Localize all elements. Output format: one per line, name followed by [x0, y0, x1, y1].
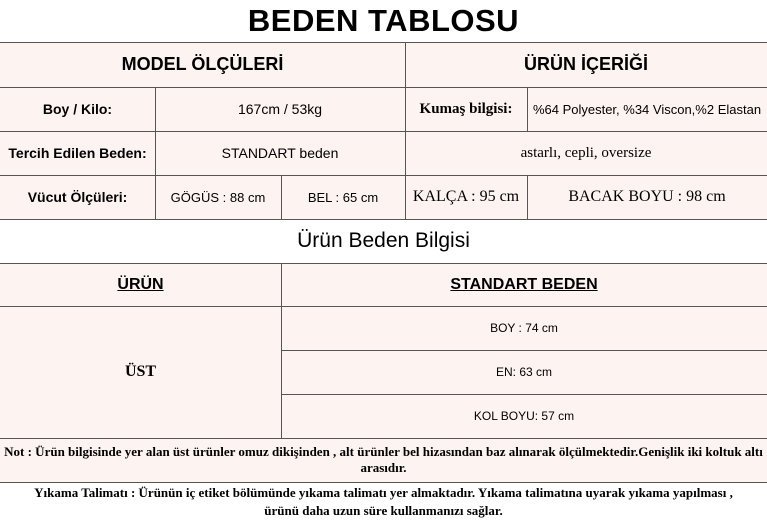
sleeve-length-measurement: KOL BOYU: 57 cm — [281, 394, 767, 438]
product-top-label: ÜST — [0, 306, 281, 438]
divider — [0, 131, 767, 132]
measurement-note: Not : Ürün bilgisinde yer alan üst ürünler omuz dikişinden , alt ürünler bel hizasından baz alınarak ölçülmektedir.Genişlik iki koltuk altı arasıdır. — [0, 438, 767, 482]
divider — [281, 263, 282, 438]
hip-value: KALÇA : 95 cm — [405, 175, 527, 219]
divider — [0, 219, 767, 220]
divider — [281, 175, 282, 219]
divider — [0, 482, 767, 483]
divider — [0, 87, 767, 88]
size-column-header: STANDART BEDEN — [281, 263, 767, 306]
preferred-size-value: STANDART beden — [155, 131, 405, 175]
divider — [0, 438, 767, 439]
chest-value: GÖGÜS : 88 cm — [155, 175, 281, 219]
divider — [0, 263, 767, 264]
washing-instructions: Yıkama Talimatı : Ürünün iç etiket bölümünde yıkama talimatı yer almaktadır. Yıkama talimatına uyarak yıkama yapılması , ürünü daha uzun süre kullanmanızı sağlar. — [0, 482, 767, 522]
page-title: BEDEN TABLOSU — [0, 0, 767, 42]
fabric-label: Kumaş bilgisi: — [405, 87, 527, 131]
leg-length-value: BACAK BOYU : 98 cm — [527, 175, 767, 219]
height-weight-label: Boy / Kilo: — [0, 87, 155, 131]
product-content-header: ÜRÜN İÇERİĞİ — [405, 42, 767, 87]
height-weight-value: 167cm / 53kg — [155, 87, 405, 131]
divider — [0, 175, 767, 176]
length-measurement: BOY : 74 cm — [281, 306, 767, 350]
divider — [281, 394, 767, 395]
fabric-value: %64 Polyester, %34 Viscon,%2 Elastan — [527, 87, 767, 131]
divider — [0, 42, 767, 43]
width-measurement: EN: 63 cm — [281, 350, 767, 394]
model-measurements-header: MODEL ÖLÇÜLERİ — [0, 42, 405, 87]
preferred-size-label: Tercih Edilen Beden: — [0, 131, 155, 175]
divider — [527, 87, 528, 131]
product-column-header: ÜRÜN — [0, 263, 281, 306]
body-measurements-label: Vücut Ölçüleri: — [0, 175, 155, 219]
divider — [527, 175, 528, 219]
product-size-title: Ürün Beden Bilgisi — [0, 219, 767, 263]
divider — [281, 350, 767, 351]
divider — [0, 306, 767, 307]
product-features: astarlı, cepli, oversize — [405, 131, 767, 175]
divider — [155, 87, 156, 219]
divider — [405, 42, 406, 219]
waist-value: BEL : 65 cm — [281, 175, 405, 219]
